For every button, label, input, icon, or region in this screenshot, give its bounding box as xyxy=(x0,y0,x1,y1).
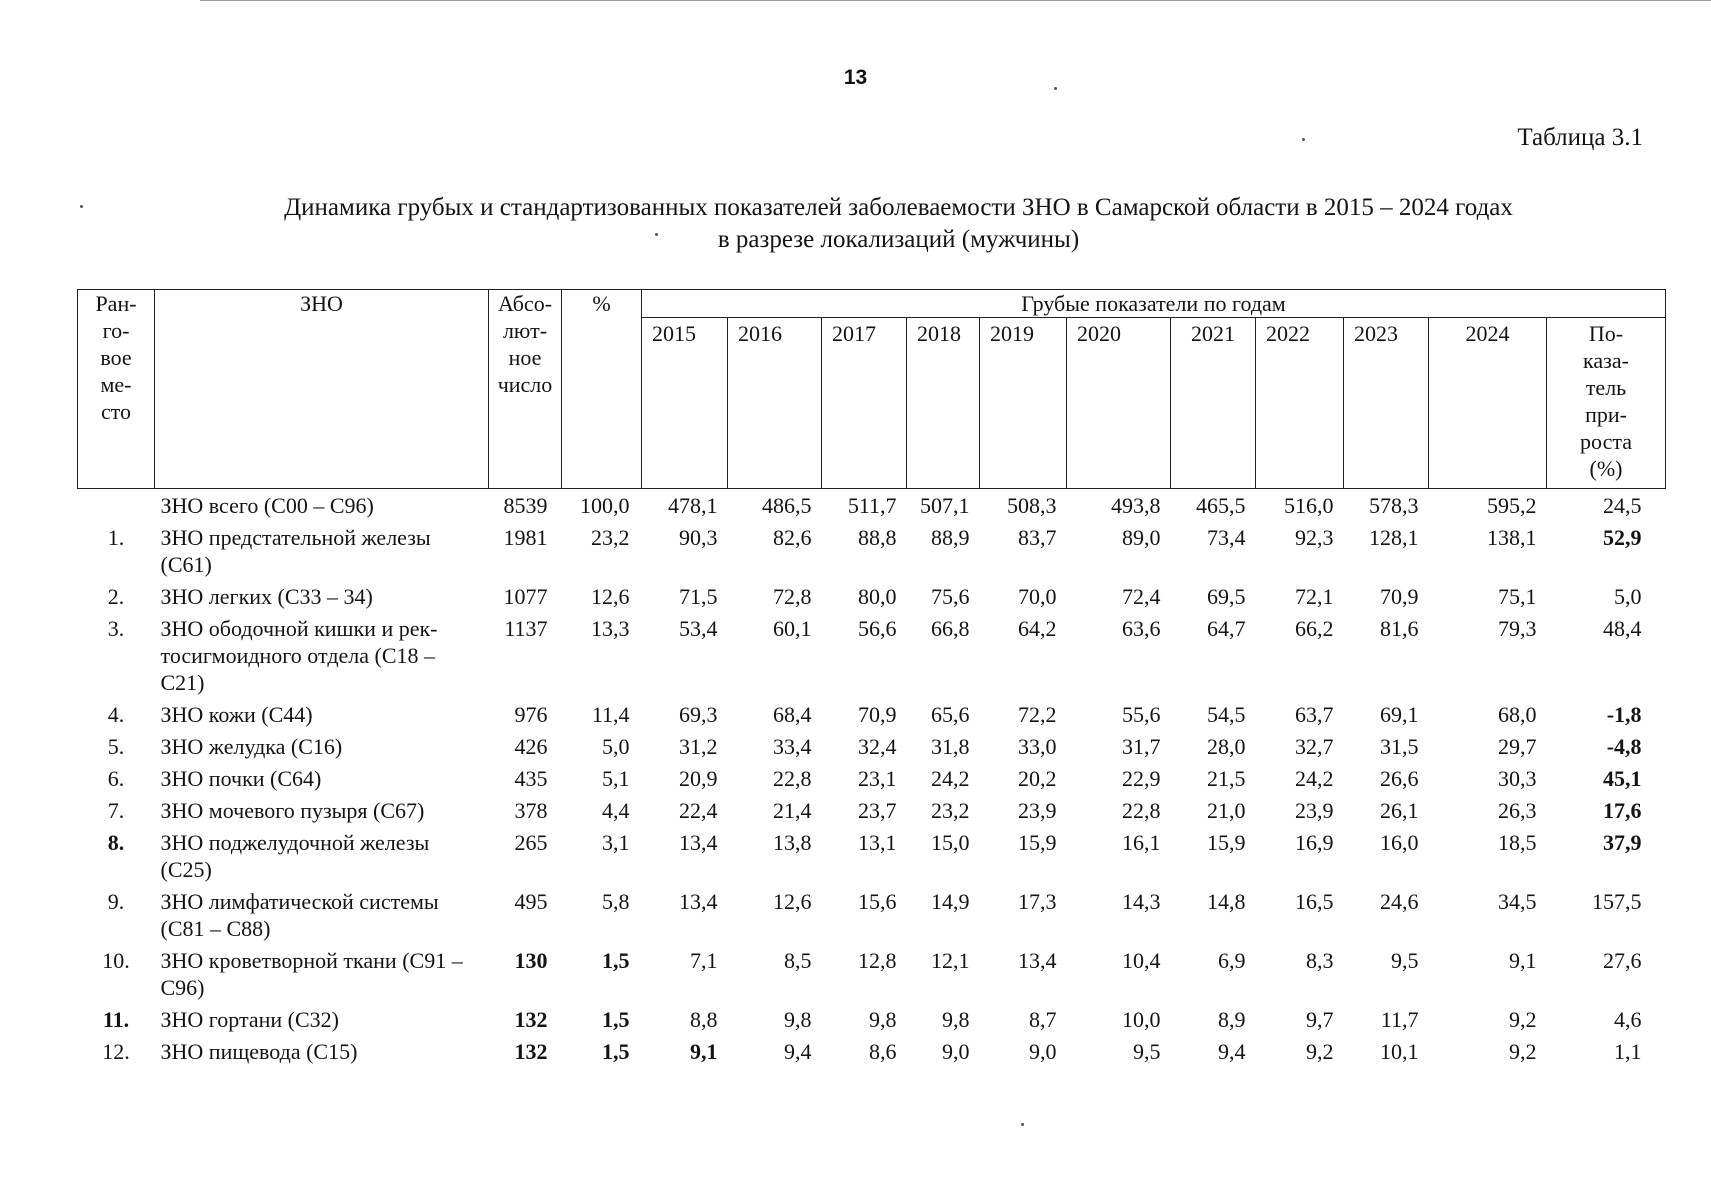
value-cell: 8,5 xyxy=(784,948,812,973)
value-cell: 13,4 xyxy=(679,830,718,855)
value-cell: 516,0 xyxy=(1284,493,1334,518)
value-cell: 9,8 xyxy=(784,1007,812,1032)
value-cell: 70,0 xyxy=(1018,584,1057,609)
top-rule xyxy=(200,0,1711,1)
header-growth-line: (%) xyxy=(1589,456,1623,481)
table-row xyxy=(78,1035,1666,1067)
value-cell: 73,4 xyxy=(1207,525,1246,550)
value-cell: 20,9 xyxy=(679,766,718,791)
name-cell: ЗНО предстательной железы (С61) xyxy=(160,525,431,577)
value-cell: 68,4 xyxy=(773,702,812,727)
header-group: Грубые показатели по годам xyxy=(642,290,1666,318)
value-cell: 81,6 xyxy=(1380,616,1419,641)
value-cell: 10,1 xyxy=(1380,1039,1419,1064)
value-cell: 13,8 xyxy=(773,830,812,855)
value-cell: 32,7 xyxy=(1295,734,1334,759)
absolute-cell: 1137 xyxy=(504,616,548,641)
name-cell: ЗНО поджелудочной железы (С25) xyxy=(160,830,430,882)
percent-cell: 1,5 xyxy=(602,1039,630,1064)
table-label: Таблица 3.1 xyxy=(1517,124,1643,151)
value-cell: 30,3 xyxy=(1498,766,1537,791)
value-cell: 15,9 xyxy=(1207,830,1246,855)
table-row xyxy=(78,885,1666,944)
value-cell: 9,5 xyxy=(1133,1039,1161,1064)
percent-cell: 5,0 xyxy=(602,734,630,759)
header-growth-line: тель xyxy=(1585,375,1627,400)
table-row xyxy=(78,762,1666,794)
value-cell: 80,0 xyxy=(858,584,897,609)
value-cell: 34,5 xyxy=(1498,889,1537,914)
header-rank-line: го- xyxy=(102,318,130,343)
value-cell: 465,5 xyxy=(1196,493,1246,518)
value-cell: 92,3 xyxy=(1295,525,1334,550)
header-year: 2017 xyxy=(822,318,907,489)
rank-cell: 5. xyxy=(107,734,125,759)
value-cell: 72,8 xyxy=(773,584,812,609)
value-cell: 33,0 xyxy=(1018,734,1057,759)
value-cell: 9,4 xyxy=(1218,1039,1246,1064)
header-absolute-line: число xyxy=(497,372,553,397)
absolute-cell: 495 xyxy=(514,889,548,914)
header-name: ЗНО xyxy=(155,290,489,489)
name-cell: ЗНО всего (С00 – С96) xyxy=(160,493,374,518)
growth-cell: -4,8 xyxy=(1606,734,1642,759)
header-year: 2016 xyxy=(728,318,822,489)
value-cell: 595,2 xyxy=(1487,493,1537,518)
value-cell: 9,0 xyxy=(942,1039,970,1064)
value-cell: 8,6 xyxy=(869,1039,897,1064)
value-cell: 33,4 xyxy=(773,734,812,759)
value-cell: 70,9 xyxy=(1380,584,1419,609)
value-cell: 16,9 xyxy=(1295,830,1334,855)
value-cell: 83,7 xyxy=(1018,525,1057,550)
value-cell: 90,3 xyxy=(679,525,718,550)
value-cell: 8,8 xyxy=(690,1007,718,1032)
table-title xyxy=(0,192,1711,256)
percent-cell: 5,1 xyxy=(602,766,630,791)
value-cell: 24,2 xyxy=(1295,766,1334,791)
value-cell: 31,2 xyxy=(679,734,718,759)
header-year: 2020 xyxy=(1067,318,1171,489)
percent-cell: 3,1 xyxy=(602,830,630,855)
value-cell: 22,4 xyxy=(679,798,718,823)
table-row xyxy=(78,612,1666,698)
percent-cell: 5,8 xyxy=(602,889,630,914)
percent-cell: 1,5 xyxy=(602,1007,630,1032)
value-cell: 9,2 xyxy=(1509,1039,1537,1064)
growth-cell: 4,6 xyxy=(1614,1007,1642,1032)
table-row xyxy=(78,489,1666,522)
page-number: 13 xyxy=(843,66,868,89)
rank-cell: 4. xyxy=(107,702,125,727)
rank-cell: 9. xyxy=(107,889,125,914)
table-title-line-1: Динамика грубых и стандартизованных показателей заболеваемости ЗНО в Самарской области в 2015 – 2024 годах xyxy=(284,194,1513,221)
percent-cell: 12,6 xyxy=(591,584,630,609)
absolute-cell: 976 xyxy=(514,702,548,727)
value-cell: 23,7 xyxy=(858,798,897,823)
value-cell: 493,8 xyxy=(1111,493,1161,518)
value-cell: 8,3 xyxy=(1306,948,1334,973)
rank-cell: 7. xyxy=(107,798,125,823)
value-cell: 22,9 xyxy=(1122,766,1161,791)
value-cell: 66,2 xyxy=(1295,616,1334,641)
value-cell: 9,1 xyxy=(1509,948,1537,973)
value-cell: 68,0 xyxy=(1498,702,1537,727)
value-cell: 8,9 xyxy=(1218,1007,1246,1032)
absolute-cell: 435 xyxy=(514,766,548,791)
value-cell: 9,7 xyxy=(1306,1007,1334,1032)
growth-cell: 45,1 xyxy=(1603,766,1642,791)
value-cell: 478,1 xyxy=(668,493,718,518)
table-title-line-2: в разрезе локализаций (мужчины) xyxy=(717,226,1080,253)
header-year: 2024 xyxy=(1429,318,1547,489)
value-cell: 26,6 xyxy=(1380,766,1419,791)
value-cell: 9,8 xyxy=(942,1007,970,1032)
value-cell: 10,4 xyxy=(1122,948,1161,973)
header-year: 2022 xyxy=(1256,318,1344,489)
value-cell: 16,0 xyxy=(1380,830,1419,855)
rank-cell: 1. xyxy=(107,525,125,550)
value-cell: 16,1 xyxy=(1122,830,1161,855)
header-absolute-line: лют- xyxy=(502,318,548,343)
absolute-cell: 1077 xyxy=(503,584,548,609)
growth-cell: 52,9 xyxy=(1603,525,1642,550)
rank-cell xyxy=(78,489,155,522)
value-cell: 13,1 xyxy=(858,830,897,855)
value-cell: 128,1 xyxy=(1369,525,1419,550)
value-cell: 7,1 xyxy=(690,948,718,973)
value-cell: 88,8 xyxy=(858,525,897,550)
value-cell: 23,2 xyxy=(931,798,970,823)
header-year: 2021 xyxy=(1171,318,1256,489)
value-cell: 23,9 xyxy=(1295,798,1334,823)
rank-cell: 6. xyxy=(107,766,125,791)
rank-cell: 3. xyxy=(107,616,125,641)
value-cell: 89,0 xyxy=(1122,525,1161,550)
table-row xyxy=(78,1003,1666,1035)
table-body xyxy=(78,489,1666,1068)
rank-cell: 10. xyxy=(102,948,130,973)
growth-cell: 24,5 xyxy=(1603,493,1642,518)
value-cell: 9,8 xyxy=(869,1007,897,1032)
percent-cell: 100,0 xyxy=(580,493,630,518)
growth-cell: 48,4 xyxy=(1603,616,1642,641)
absolute-cell: 132 xyxy=(514,1039,548,1064)
scan-speck xyxy=(1302,138,1305,141)
value-cell: 8,7 xyxy=(1029,1007,1057,1032)
value-cell: 22,8 xyxy=(1122,798,1161,823)
absolute-cell: 1981 xyxy=(503,525,548,550)
header-absolute-line: Абсо- xyxy=(497,291,553,316)
scan-speck xyxy=(1021,1123,1024,1126)
value-cell: 9,4 xyxy=(784,1039,812,1064)
header-absolute-line: ное xyxy=(508,345,542,370)
value-cell: 75,6 xyxy=(931,584,970,609)
value-cell: 28,0 xyxy=(1207,734,1246,759)
value-cell: 12,6 xyxy=(773,889,812,914)
value-cell: 21,5 xyxy=(1207,766,1246,791)
value-cell: 18,5 xyxy=(1498,830,1537,855)
name-cell: ЗНО почки (С64) xyxy=(160,766,322,791)
growth-cell: 17,6 xyxy=(1603,798,1642,823)
value-cell: 23,1 xyxy=(858,766,897,791)
value-cell: 64,7 xyxy=(1207,616,1246,641)
value-cell: 69,5 xyxy=(1207,584,1246,609)
header-year: 2018 xyxy=(907,318,980,489)
value-cell: 16,5 xyxy=(1295,889,1334,914)
header-absolute xyxy=(489,290,562,489)
table-row xyxy=(78,521,1666,580)
name-cell: ЗНО желудка (С16) xyxy=(160,734,343,759)
growth-cell: 1,1 xyxy=(1614,1039,1642,1064)
value-cell: 64,2 xyxy=(1018,616,1057,641)
table-row xyxy=(78,730,1666,762)
value-cell: 12,1 xyxy=(931,948,970,973)
percent-cell: 13,3 xyxy=(591,616,630,641)
value-cell: 88,9 xyxy=(931,525,970,550)
header-year: 2019 xyxy=(980,318,1067,489)
header-percent: % xyxy=(562,290,642,489)
value-cell: 24,6 xyxy=(1380,889,1419,914)
percent-cell: 1,5 xyxy=(602,948,630,973)
absolute-cell: 378 xyxy=(514,798,548,823)
value-cell: 21,0 xyxy=(1207,798,1246,823)
header-year: 2015 xyxy=(642,318,728,489)
value-cell: 17,3 xyxy=(1018,889,1057,914)
value-cell: 71,5 xyxy=(679,584,718,609)
growth-cell: 27,6 xyxy=(1603,948,1642,973)
value-cell: 54,5 xyxy=(1207,702,1246,727)
header-rank-line: вое xyxy=(100,345,132,370)
table-row xyxy=(78,580,1666,612)
header-growth-line: каза- xyxy=(1583,348,1629,373)
name-cell: ЗНО гортани (С32) xyxy=(160,1007,340,1032)
value-cell: 32,4 xyxy=(858,734,897,759)
value-cell: 24,2 xyxy=(931,766,970,791)
value-cell: 53,4 xyxy=(679,616,718,641)
growth-cell: 5,0 xyxy=(1614,584,1642,609)
value-cell: 23,9 xyxy=(1018,798,1057,823)
percent-cell: 23,2 xyxy=(591,525,630,550)
absolute-cell: 8539 xyxy=(503,493,548,518)
value-cell: 12,8 xyxy=(858,948,897,973)
value-cell: 26,3 xyxy=(1498,798,1537,823)
value-cell: 13,4 xyxy=(679,889,718,914)
value-cell: 13,4 xyxy=(1018,948,1057,973)
value-cell: 72,1 xyxy=(1295,584,1334,609)
growth-cell: 37,9 xyxy=(1603,830,1642,855)
name-cell: ЗНО кроветворной ткани (С91 – С96) xyxy=(160,948,463,1000)
value-cell: 79,3 xyxy=(1498,616,1537,641)
value-cell: 138,1 xyxy=(1487,525,1537,550)
value-cell: 15,6 xyxy=(858,889,897,914)
header-growth-line: По- xyxy=(1588,321,1624,346)
name-cell: ЗНО ободочной кишки и рек-тосигмоидного отдела (С18 – С21) xyxy=(160,616,438,695)
value-cell: 26,1 xyxy=(1380,798,1419,823)
name-cell: ЗНО мочевого пузыря (С67) xyxy=(160,798,425,823)
value-cell: 508,3 xyxy=(1007,493,1057,518)
value-cell: 9,2 xyxy=(1306,1039,1334,1064)
absolute-cell: 130 xyxy=(514,948,548,973)
value-cell: 511,7 xyxy=(847,493,897,518)
absolute-cell: 426 xyxy=(514,734,548,759)
table-header xyxy=(78,290,1666,489)
value-cell: 14,3 xyxy=(1122,889,1161,914)
rank-cell: 8. xyxy=(107,830,125,855)
header-rank-line: сто xyxy=(100,399,132,424)
value-cell: 31,5 xyxy=(1380,734,1419,759)
name-cell: ЗНО легких (С33 – 34) xyxy=(160,584,373,609)
value-cell: 70,9 xyxy=(858,702,897,727)
value-cell: 22,8 xyxy=(773,766,812,791)
rank-cell: 12. xyxy=(102,1039,130,1064)
name-cell: ЗНО лимфатической системы (С81 – С88) xyxy=(160,889,439,941)
value-cell: 82,6 xyxy=(773,525,812,550)
value-cell: 56,6 xyxy=(858,616,897,641)
value-cell: 15,9 xyxy=(1018,830,1057,855)
value-cell: 9,1 xyxy=(690,1039,718,1064)
header-growth xyxy=(1547,318,1666,489)
value-cell: 55,6 xyxy=(1122,702,1161,727)
value-cell: 65,6 xyxy=(931,702,970,727)
value-cell: 31,8 xyxy=(931,734,970,759)
table-row xyxy=(78,698,1666,730)
incidence-table xyxy=(77,289,1666,1067)
value-cell: 69,3 xyxy=(679,702,718,727)
absolute-cell: 265 xyxy=(514,830,548,855)
value-cell: 72,4 xyxy=(1122,584,1161,609)
value-cell: 11,7 xyxy=(1380,1007,1419,1032)
header-year: 2023 xyxy=(1344,318,1429,489)
percent-cell: 11,4 xyxy=(591,702,630,727)
value-cell: 14,8 xyxy=(1207,889,1246,914)
value-cell: 10,0 xyxy=(1122,1007,1161,1032)
percent-cell: 4,4 xyxy=(602,798,630,823)
value-cell: 75,1 xyxy=(1498,584,1537,609)
header-rank xyxy=(78,290,155,489)
table-row xyxy=(78,794,1666,826)
value-cell: 72,2 xyxy=(1018,702,1057,727)
value-cell: 9,5 xyxy=(1391,948,1419,973)
table-row xyxy=(78,944,1666,1003)
value-cell: 63,6 xyxy=(1122,616,1161,641)
value-cell: 9,2 xyxy=(1509,1007,1537,1032)
header-rank-line: ме- xyxy=(100,372,132,397)
value-cell: 9,0 xyxy=(1029,1039,1057,1064)
name-cell: ЗНО кожи (С44) xyxy=(160,702,313,727)
value-cell: 6,9 xyxy=(1218,948,1246,973)
value-cell: 507,1 xyxy=(920,493,970,518)
rank-cell: 11. xyxy=(102,1007,130,1032)
value-cell: 31,7 xyxy=(1122,734,1161,759)
value-cell: 21,4 xyxy=(773,798,812,823)
value-cell: 66,8 xyxy=(931,616,970,641)
value-cell: 63,7 xyxy=(1295,702,1334,727)
value-cell: 69,1 xyxy=(1380,702,1419,727)
growth-cell: -1,8 xyxy=(1606,702,1642,727)
header-growth-line: роста xyxy=(1580,429,1632,454)
table-row xyxy=(78,826,1666,885)
value-cell: 14,9 xyxy=(931,889,970,914)
value-cell: 578,3 xyxy=(1369,493,1419,518)
header-rank-line: Ран- xyxy=(95,291,137,316)
value-cell: 486,5 xyxy=(762,493,812,518)
rank-cell: 2. xyxy=(107,584,125,609)
value-cell: 29,7 xyxy=(1498,734,1537,759)
header-growth-line: при- xyxy=(1585,402,1627,427)
value-cell: 15,0 xyxy=(931,830,970,855)
growth-cell: 157,5 xyxy=(1592,889,1642,914)
absolute-cell: 132 xyxy=(514,1007,548,1032)
value-cell: 60,1 xyxy=(773,616,812,641)
value-cell: 20,2 xyxy=(1018,766,1057,791)
name-cell: ЗНО пищевода (С15) xyxy=(160,1039,358,1064)
